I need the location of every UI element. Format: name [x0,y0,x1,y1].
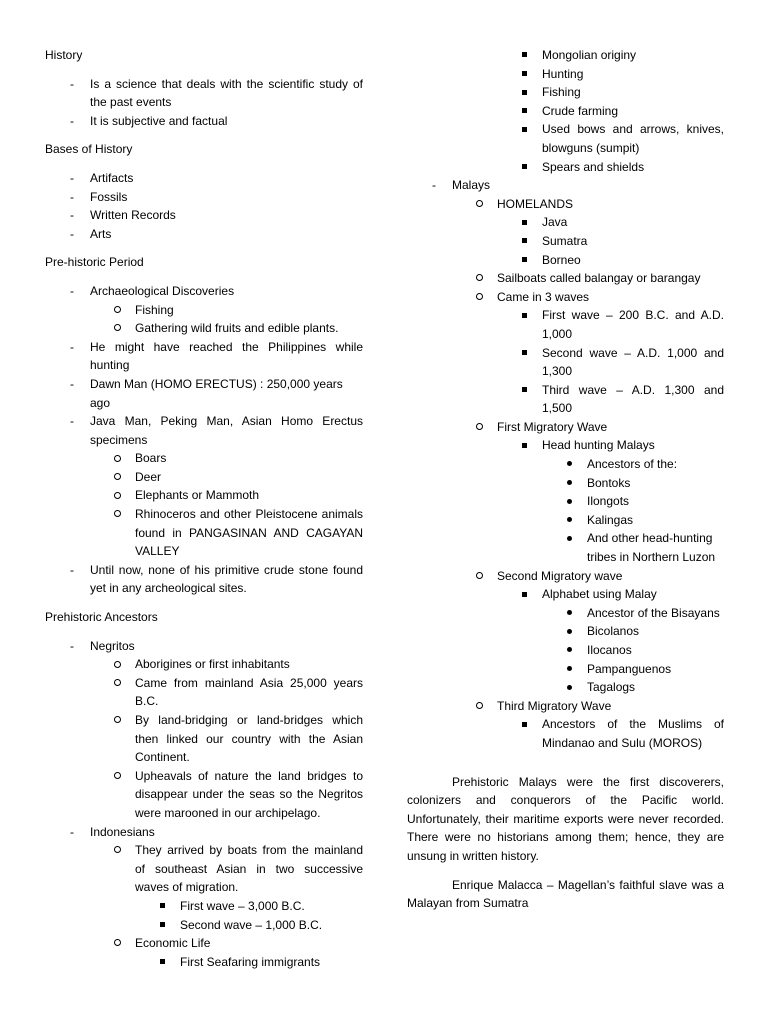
list-item: Ancestors of the: [407,455,724,474]
square-bullet-icon [522,443,527,448]
circle-bullet-icon [476,572,483,579]
list-item: Used bows and arrows, knives, blowguns (sumpit) [407,120,724,157]
dash-marker: - [70,76,74,91]
circle-bullet-icon [114,716,121,723]
list-item: Crude farming [407,102,724,121]
history-heading: History [45,48,83,62]
list-item: Economic Life [45,934,363,953]
right-list [407,46,724,753]
bases-list [45,169,363,243]
ancestors-list [45,637,363,972]
circle-bullet-icon [114,492,121,499]
list-item: - Fossils [45,188,363,207]
list-item: First wave – 200 B.C. and A.D. 1,000 [407,306,724,343]
list-item: - Arts [45,225,363,244]
list-item: Rhinoceros and other Pleistocene animals found in PANGASINAN AND CAGAYAN VALLEY [45,505,363,561]
list-item: Second wave – A.D. 1,000 and 1,300 [407,344,724,381]
list-item: - Archaeological Discoveries [45,282,363,301]
list-item: Third Migratory Wave [407,697,724,716]
circle-bullet-icon [476,200,483,207]
list-item: Elephants or Mammoth [45,486,363,505]
list-item: Ancestors of the Muslims of Mindanao and Sulu (MOROS) [407,715,724,752]
list-item: Bicolanos [407,622,724,641]
dot-bullet-icon [567,685,572,690]
list-item: And other head-hunting tribes in Northern Luzon [407,529,724,566]
right-column [407,46,724,913]
dash-marker: - [70,226,74,241]
history-list [45,75,363,131]
list-item: Bontoks [407,474,724,493]
list-item: Aborigines or first inhabitants [45,655,363,674]
dash-marker: - [70,208,74,223]
list-item: Boars [45,449,363,468]
bases-heading: Bases of History [45,142,133,157]
prehistoric-period-heading: Pre-historic Period [45,255,144,270]
list-item: Ilocanos [407,641,724,660]
list-item: Head hunting Malays [407,436,724,455]
square-bullet-icon [522,127,527,132]
list-item: Second wave – 1,000 B.C. [45,916,363,935]
square-bullet-icon [522,90,527,95]
list-item: Mongolian originy [407,46,724,65]
list-item: Fishing [407,83,724,102]
dot-bullet-icon [567,461,572,466]
square-bullet-icon [522,71,527,76]
closing-paragraphs [407,773,724,913]
dash-marker: - [70,283,74,298]
circle-bullet-icon [114,324,121,331]
circle-bullet-icon [476,423,483,430]
list-item: Kalingas [407,511,724,530]
list-item: Java [407,213,724,232]
dash-marker: - [70,638,74,653]
circle-bullet-icon [114,473,121,480]
list-item: First Seafaring immigrants [45,953,363,972]
list-item: First wave – 3,000 B.C. [45,897,363,916]
dot-bullet-icon [567,647,572,652]
list-item: Came in 3 waves [407,288,724,307]
square-bullet-icon [160,959,165,964]
square-bullet-icon [522,313,527,318]
list-item: Hunting [407,65,724,84]
square-bullet-icon [522,52,527,57]
circle-bullet-icon [114,306,121,313]
circle-bullet-icon [114,679,121,686]
list-item: - Indonesians [45,823,363,842]
dash-marker: - [70,824,74,839]
dash-marker: - [70,376,74,391]
list-item: - Written Records [45,206,363,225]
circle-bullet-icon [114,939,121,946]
list-item: Fishing [45,301,363,320]
circle-bullet-icon [114,846,121,853]
list-item: By land-bridging or land-bridges which then linked our country with the Asian Continent. [45,711,363,767]
list-item: HOMELANDS [407,195,724,214]
circle-bullet-icon [114,661,121,668]
dash-marker: - [70,562,74,577]
list-item: Upheavals of nature the land bridges to disappear under the seas so the Negritos were marooned in our archipelago. [45,767,363,823]
list-item: - He might have reached the Philippines while hunting [45,338,363,375]
square-bullet-icon [522,108,527,113]
list-item: - Negritos [45,637,363,656]
list-item: - Dawn Man (HOMO ERECTUS) : 250,000 years ago [45,375,363,412]
square-bullet-icon [522,220,527,225]
list-item: First Migratory Wave [407,418,724,437]
dash-marker: - [432,178,436,193]
square-bullet-icon [522,238,527,243]
list-item: Sumatra [407,232,724,251]
list-item: - It is subjective and factual [45,112,363,131]
square-bullet-icon [160,903,165,908]
list-item: Second Migratory wave [407,567,724,586]
list-item: Third wave – A.D. 1,300 and 1,500 [407,381,724,418]
dash-marker: - [70,189,74,204]
circle-bullet-icon [476,702,483,709]
circle-bullet-icon [114,772,121,779]
dash-marker: - [70,170,74,185]
prehistoric-ancestors-heading: Prehistoric Ancestors [45,610,158,625]
list-item: Alphabet using Malay [407,585,724,604]
list-item: Deer [45,468,363,487]
list-item: Pampanguenos [407,660,724,679]
dot-bullet-icon [567,480,572,485]
list-item: Spears and shields [407,158,724,177]
list-item: - Malays [407,176,724,195]
list-item: Borneo [407,251,724,270]
list-item: They arrived by boats from the mainland of southeast Asian in two successive waves of migration. [45,841,363,897]
dash-marker: - [70,113,74,128]
list-item: Ilongots [407,492,724,511]
list-item: - Artifacts [45,169,363,188]
left-column [45,46,363,971]
dot-bullet-icon [567,536,572,541]
list-item: Sailboats called balangay or barangay [407,269,724,288]
square-bullet-icon [522,350,527,355]
list-item: - Java Man, Peking Man, Asian Homo Erectus specimens [45,412,363,449]
circle-bullet-icon [114,455,121,462]
dot-bullet-icon [567,629,572,634]
paragraph: Enrique Malacca – Magellan’s faithful slave was a Malayan from Sumatra [407,877,724,911]
list-item: Tagalogs [407,678,724,697]
dash-marker: - [70,414,74,429]
prehistoric-period-list [45,282,363,598]
circle-bullet-icon [114,510,121,517]
list-item: Ancestor of the Bisayans [407,604,724,623]
square-bullet-icon [522,257,527,262]
list-item: - Until now, none of his primitive crude stone found yet in any archeological sites. [45,561,363,598]
circle-bullet-icon [476,293,483,300]
list-item: - Is a science that deals with the scientific study of the past events [45,75,363,112]
dot-bullet-icon [567,666,572,671]
dot-bullet-icon [567,517,572,522]
square-bullet-icon [522,164,527,169]
square-bullet-icon [522,592,527,597]
circle-bullet-icon [476,274,483,281]
square-bullet-icon [522,387,527,392]
dash-marker: - [70,339,74,354]
square-bullet-icon [160,922,165,927]
list-item: Came from mainland Asia 25,000 years B.C. [45,674,363,711]
dot-bullet-icon [567,610,572,615]
list-item: Gathering wild fruits and edible plants. [45,319,363,338]
paragraph: Prehistoric Malays were the first discoverers, colonizers and conquerors of the Pacific world. Unfortunately, their maritime exports were never recorded. There were no historians among them; hence, they are unsung in written history. [407,774,724,863]
square-bullet-icon [522,722,527,727]
dot-bullet-icon [567,499,572,504]
